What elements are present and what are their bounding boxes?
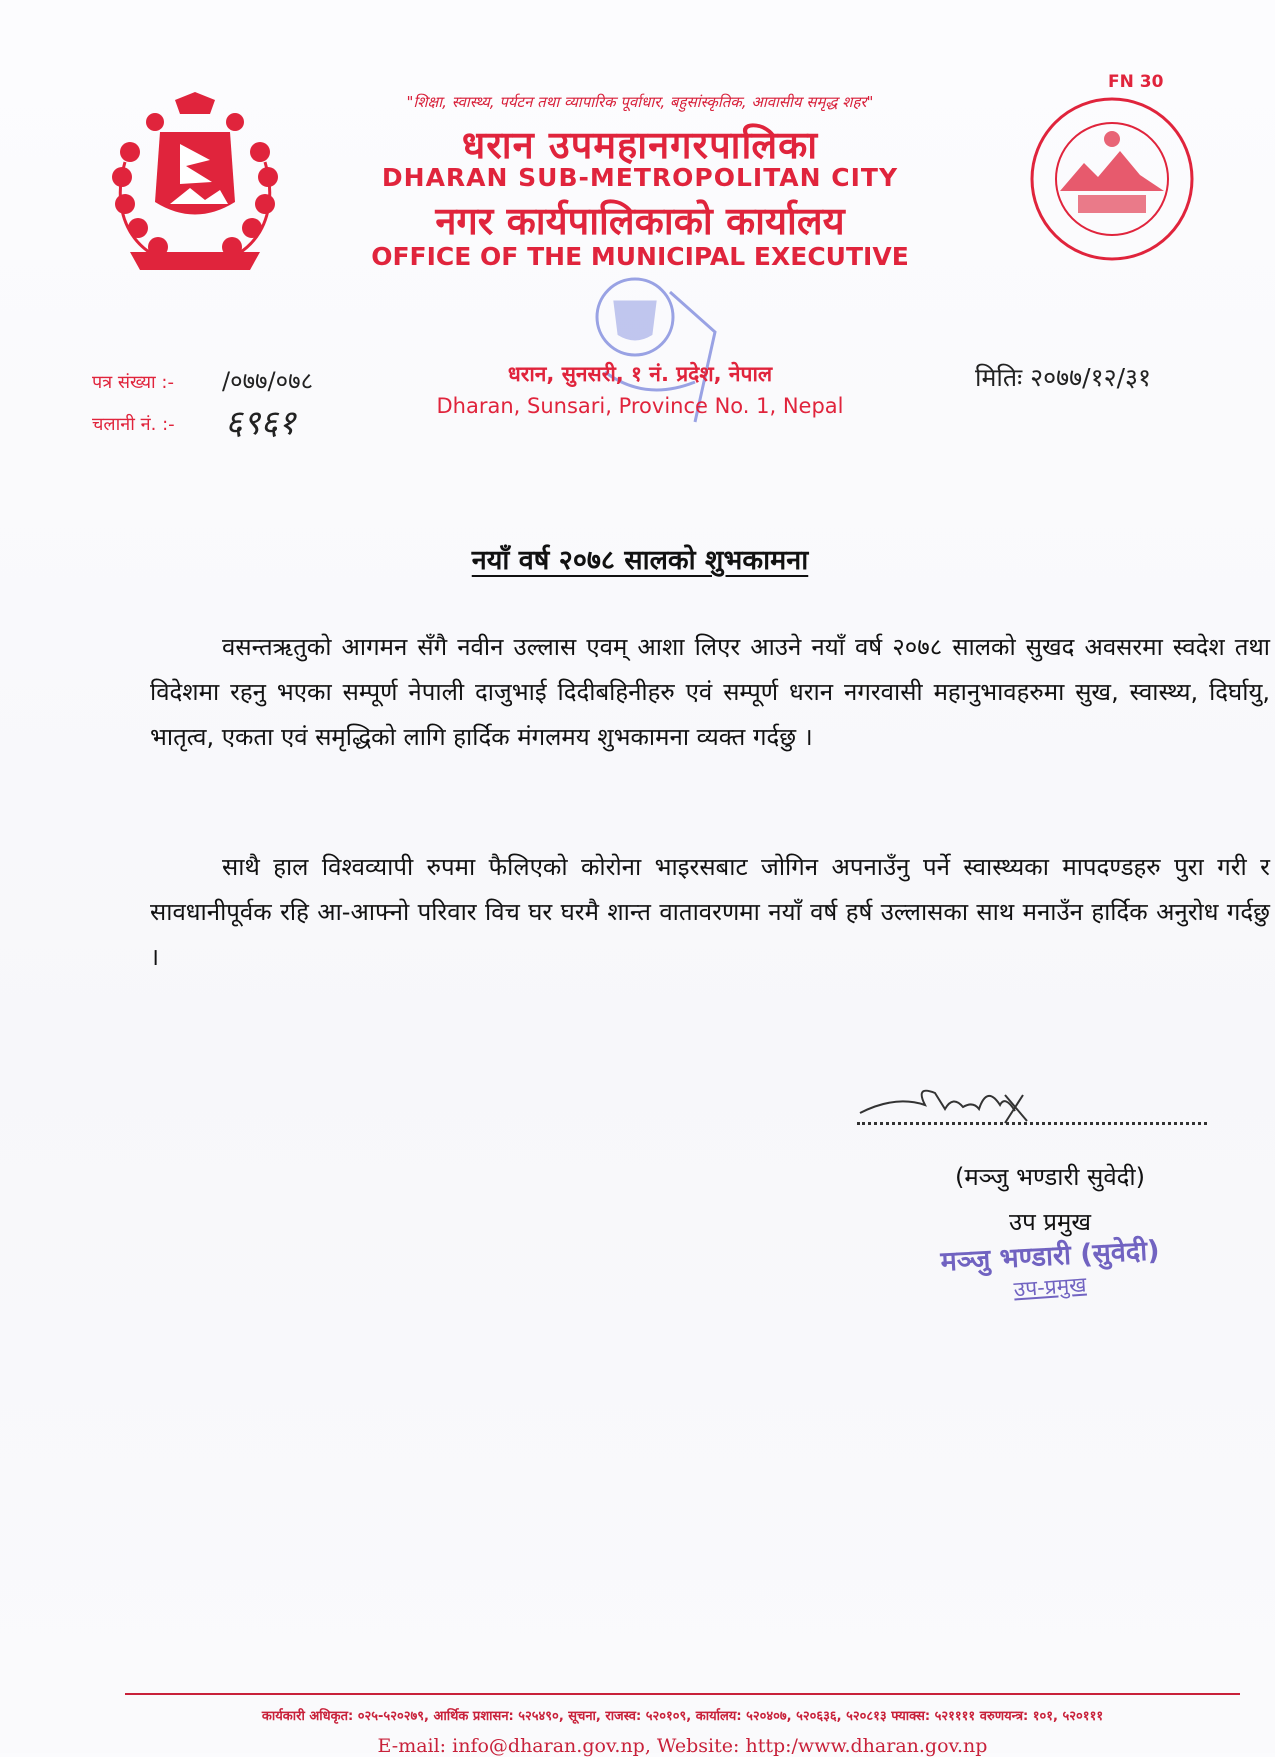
letterhead-tagline: "शिक्षा, स्वास्थ्य, पर्यटन तथा व्यापारिक पूर्वाधार, बहुसांस्कृतिक, आवासीय समृद्ध शहर" xyxy=(406,93,874,111)
body-paragraph-2 xyxy=(150,845,1270,980)
body-paragraph-1-text: वसन्तऋतुको आगमन सँगै नवीन उल्लास एवम् आशा लिएर आउने नयाँ वर्ष २०७८ सालको सुखद अवसरमा स्वदेश तथा विदेशमा रहनु भएका सम्पूर्ण नेपाली दाजुभाई दिदीबहिनीहरु एवं सम्पूर्ण धरान नगरवासी महानुभावहरुमा सुख, स्वास्थ्य, दिर्घायु, भातृत्व, एकता एवं समृद्धिको लागि हार्दिक मंगलमय शुभकामना व्यक्त गर्दछु । xyxy=(150,633,1270,751)
footer-phone-numbers: कार्यकारी अधिकृत: ०२५-५२०२७९, आर्थिक प्रशासन: ५२५४९०, सूचना, राजस्व: ५२०१०९, कार्यालय: ५२०४०७, ५२०६३६, ५२०८१३ फ्याक्स: ५२११११ वरुणयन्त्र: १०१, ५२०१११ xyxy=(261,1709,1104,1724)
municipality-name-np: धरान उपमहानगरपालिका xyxy=(461,123,819,167)
signer-name: (मञ्जु भण्डारी सुवेदी) xyxy=(954,1163,1146,1191)
letter-subject: नयाँ वर्ष २०७८ सालको शुभकामना xyxy=(471,545,809,576)
letter-date: मितिः २०७७/१२/३१ xyxy=(975,363,1151,392)
address-en: Dharan, Sunsari, Province No. 1, Nepal xyxy=(436,394,844,418)
dispatch-number-value: ६९६१ xyxy=(225,403,296,443)
footer-contact: E-mail: info@dharan.gov.np, Website: http:/www.dharan.gov.np xyxy=(377,1735,988,1757)
body-paragraph-2-text: साथै हाल विश्वव्यापी रुपमा फैलिएको कोरोना भाइरसबाट जोगिन अपनाउँनु पर्ने स्वास्थ्यका मापदण्डहरु पुरा गरी र सावधानीपूर्वक रहि आ-आफ्नो परिवार विच घर घरमै शान्त वातावरणमा नयाँ वर्ष हर्ष उल्लासका साथ मनाउँन हार्दिक अनुरोध गर्दछु । xyxy=(150,853,1270,971)
footer-divider xyxy=(125,1693,1240,1695)
address-np: धरान, सुनसरी, १ नं. प्रदेश, नेपाल xyxy=(507,362,773,386)
nepal-emblem-icon xyxy=(100,92,290,282)
letter-number-label: पत्र संख्या :- xyxy=(92,372,174,393)
municipality-name-en: DHARAN SUB-METROPOLITAN CITY xyxy=(381,163,899,192)
dharan-city-seal-icon xyxy=(1028,95,1196,263)
body-paragraph-1 xyxy=(150,625,1270,760)
dispatch-number-label: चलानी नं. :- xyxy=(92,414,175,435)
letter-number-value: /०७७/०७८ xyxy=(222,367,314,395)
office-name-en: OFFICE OF THE MUNICIPAL EXECUTIVE xyxy=(371,242,909,271)
office-name-np: नगर कार्यपालिकाको कार्यालय xyxy=(435,199,845,243)
form-code: FN 30 xyxy=(1108,72,1164,92)
signer-designation: उप प्रमुख xyxy=(1008,1208,1092,1236)
signature-line xyxy=(857,1122,1207,1125)
designation-stamp: उप-प्रमुख xyxy=(1012,1272,1088,1302)
name-stamp: मञ्जु भण्डारी (सुवेदी) xyxy=(939,1235,1161,1278)
